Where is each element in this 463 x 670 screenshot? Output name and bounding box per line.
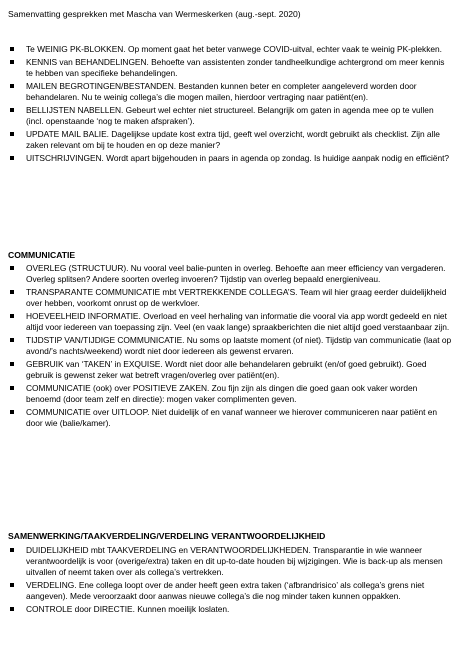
document-title: Samenvatting gesprekken met Mascha van Wermeskerken (aug.-sept. 2020) — [8, 9, 301, 19]
bullet-icon — [10, 338, 14, 342]
bullet-icon — [10, 583, 14, 587]
list-item — [0, 311, 463, 333]
list-item-text: DUIDELIJKHEID mbt TAAKVERDELING en VERANTWOORDELIJKHEDEN. Transparantie in wie wanneer verantwoordelijk is voor (overige/extra) taken en dit up-to-date houden bij wijzigingen. Wie is back-up als mensen uitvallen of neemt taken over als collega’s vertrekken. — [26, 545, 443, 577]
list-item — [0, 407, 463, 429]
bullet-icon — [10, 60, 14, 64]
list-item-text: BELLIJSTEN NABELLEN. Gebeurt wel echter niet structureel. Belangrijk om gaten in agenda mee op te vullen (incl. openstaande ‘nog te maken afspraken’). — [26, 105, 434, 126]
list-item-text: GEBRUIK van ‘TAKEN’ in EXQUISE. Wordt niet door alle behandelaren gebruikt (en/of goed gebruikt). Goed gebruik is gewenst zeker wat betreft vragen/overleg over patiënt(en). — [26, 359, 427, 380]
list-item-text: OVERLEG (STRUCTUUR). Nu vooral veel balie-punten in overleg. Behoefte aan meer efficiency van vergaderen. Overleg splitsen? Andere soorten overleg invoeren? Tijdstip van overleg bepaald energieniveau. — [26, 263, 446, 284]
bullet-icon — [10, 314, 14, 318]
list-item — [0, 44, 463, 55]
list-item-text: TRANSPARANTE COMMUNICATIE mbt VERTREKKENDE COLLEGA’S. Team wil hier graag eerder duidelijkheid over hebben, voorkomt onrust op de werkvloer. — [26, 287, 447, 308]
bullet-icon — [10, 548, 14, 552]
list-item-text: UITSCHRIJVINGEN. Wordt apart bijgehouden in paars in agenda op zondag. Is huidige aanpak nodig en efficiënt? — [26, 153, 450, 164]
list-item-text: TIJDSTIP VAN/TIJDIGE COMMUNICATIE. Nu soms op laatste moment (of niet). Tijdstip van communicatie (laat op avond/’s nachts/weekend) wordt niet door iedereen als gewenst ervaren. — [26, 335, 452, 356]
list-item-text: COMMUNICATIE over UITLOOP. Niet duidelijk of en vanaf wanneer we hierover communiceren naar patiënt en door wie (balie/kamer). — [26, 407, 437, 428]
bullet-icon — [10, 386, 14, 390]
list-item — [0, 604, 463, 615]
intro-list — [0, 44, 463, 166]
list-item — [0, 335, 463, 357]
section-heading-samenwerking: SAMENWERKING/TAAKVERDELING/VERDELING VERANTWOORDELIJKHEID — [8, 531, 326, 541]
section-heading-communicatie: COMMUNICATIE — [8, 250, 76, 260]
bullet-icon — [10, 607, 14, 611]
list-item — [0, 287, 463, 309]
samenwerking-list — [0, 545, 463, 617]
bullet-icon — [10, 108, 14, 112]
list-item-text: COMMUNICATIE (ook) over POSITIEVE ZAKEN. Zou fijn zijn als dingen die goed gaan ook vaker worden benoemd (door team zelf en directie): mogen vaker complimenten geven. — [26, 383, 418, 404]
bullet-icon — [10, 410, 14, 414]
list-item — [0, 545, 463, 578]
list-item — [0, 57, 463, 79]
bullet-icon — [10, 84, 14, 88]
list-item-text: KENNIS van BEHANDELINGEN. Behoefte van assistenten zonder tandheelkundige achtergrond om meer kennis te hebben van specifieke behandelingen. — [26, 57, 445, 78]
bullet-icon — [10, 266, 14, 270]
list-item — [0, 129, 463, 151]
list-item-text: VERDELING. Ene collega loopt over de ander heeft geen extra taken (‘afbrandrisico’ als collega’s grens niet aangeven). Mede veroorzaakt door aanwas nieuwe collega’s die nog minder taken kunnen oppakken. — [26, 579, 425, 601]
bullet-icon — [10, 362, 14, 366]
list-item — [0, 263, 463, 285]
list-item-text: HOEVEELHEID INFORMATIE. Overload en veel herhaling van informatie die vooral via app wordt gedeeld en niet altijd voor iedereen van toepassing zijn. Veel (en vaak lange) spraakberichten die niet altijd goed verstaanbaar zijn. — [26, 311, 450, 332]
list-item-text: Te WEINIG PK-BLOKKEN. Op moment gaat het beter vanwege COVID-uitval, echter vaak te weinig PK-plekken. — [26, 44, 442, 54]
bullet-icon — [10, 290, 14, 294]
list-item — [0, 105, 463, 127]
list-item — [0, 81, 463, 103]
bullet-icon — [10, 156, 14, 160]
bullet-icon — [10, 132, 14, 136]
list-item-text: CONTROLE door DIRECTIE. Kunnen moeilijk loslaten. — [26, 603, 230, 614]
list-item — [0, 383, 463, 405]
list-item-text: UPDATE MAIL BALIE. Dagelijkse update kost extra tijd, geeft wel overzicht, wordt gebruikt als checklist. Zijn alle zaken relevant om bij te houden en op deze manier? — [26, 129, 440, 150]
communicatie-list — [0, 263, 463, 431]
list-item — [0, 359, 463, 381]
list-item — [0, 580, 463, 602]
list-item — [0, 153, 463, 164]
bullet-icon — [10, 47, 14, 51]
list-item-text: MAILEN BEGROTINGEN/BESTANDEN. Bestanden kunnen beter en completer aangeleverd worden door behandelaren. Nu te weinig collega’s die mogen mailen, hierdoor vertraging naar patiënt(en). — [26, 81, 417, 102]
